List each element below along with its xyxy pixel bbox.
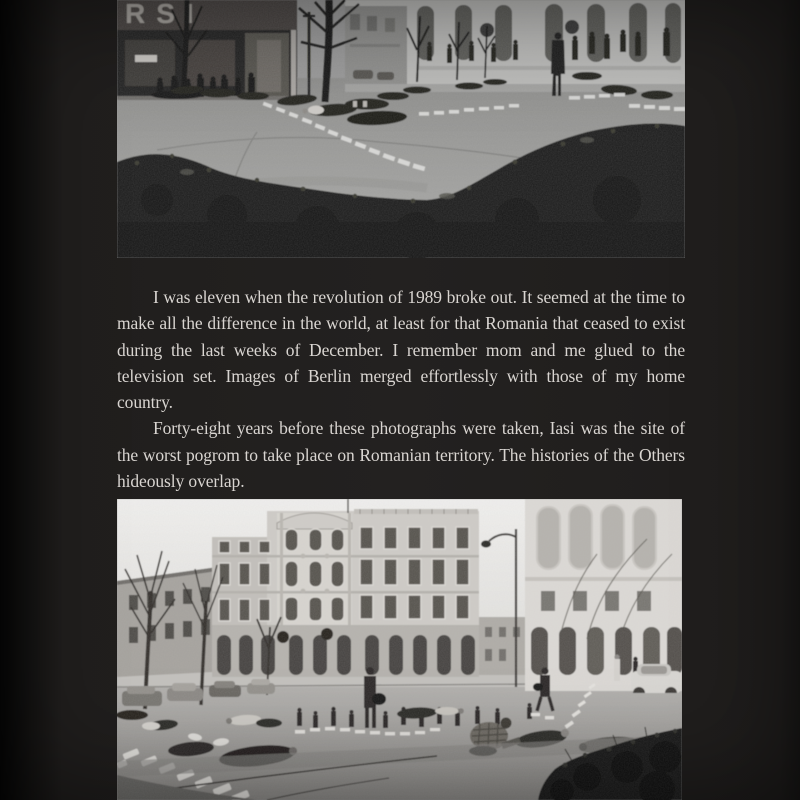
passage-paragraph-1: I was eleven when the revolution of 1989 broke out. It seemed at the time to make all the difference in the world, at least for that Romania that ceased to exist during the last weeks of December. I remember mom and me glued to the television set. Images of Berlin merged effortlessly with those of my home country. (117, 287, 685, 413)
film-grain-overlay (117, 0, 685, 258)
passage-paragraph-2: Forty-eight years before these photographs were taken, Iasi was the site of the worst pogrom to take place on Romanian territory. The histories of the Others hideously overlap. (117, 418, 685, 492)
film-grain-overlay (117, 499, 682, 800)
bottom-photograph (117, 499, 682, 800)
top-photograph (117, 0, 685, 258)
passage-text-block (117, 284, 685, 494)
